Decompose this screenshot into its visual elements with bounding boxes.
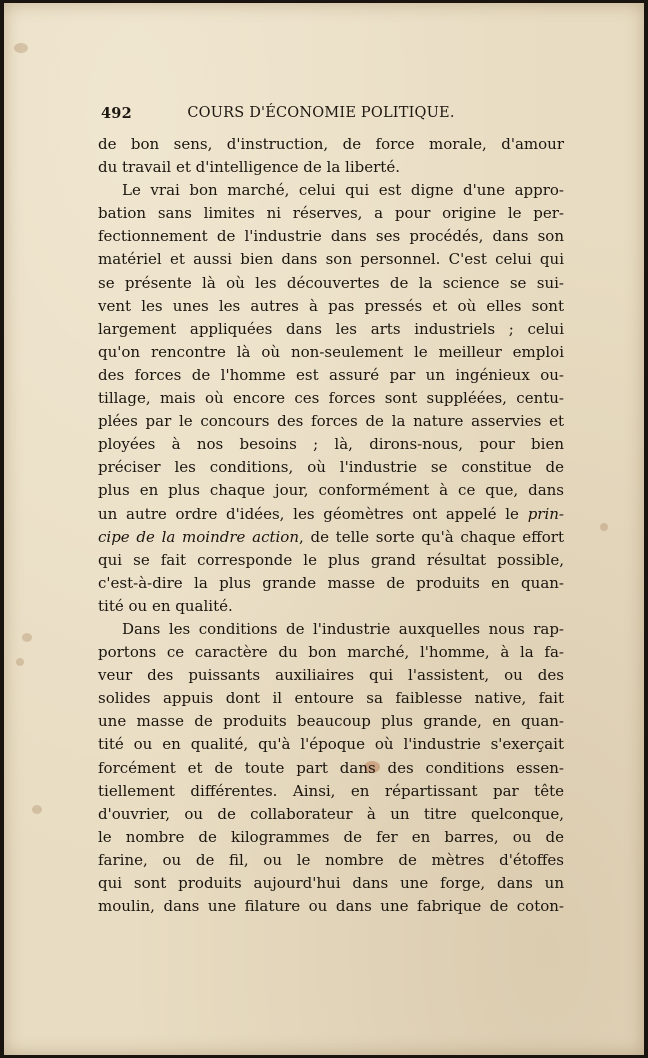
foxing-stain: [600, 523, 608, 531]
text-line: du travail et d'intelligence de la liberté.: [98, 158, 400, 177]
foxing-stain: [14, 43, 28, 53]
text-line: plées par le concours des forces de la nature asservies et: [98, 412, 564, 431]
text-line: largement appliquées dans les arts industriels ; celui: [98, 319, 564, 338]
text-line: forcément et de toute part dans des conditions essen-: [98, 758, 564, 777]
text-line: une masse de produits beaucoup plus grande, en quan-: [98, 712, 564, 731]
text-line: veur des puissants auxiliaires qui l'assistent, ou des: [98, 666, 564, 685]
text-line: fectionnement de l'industrie dans ses procédés, dans son: [98, 227, 564, 246]
body-text: [98, 133, 564, 918]
text-line: farine, ou de fil, ou le nombre de mètres d'étoffes: [98, 850, 564, 869]
text-line: qui se fait corresponde le plus grand résultat possible,: [98, 550, 564, 569]
text-line: tité ou en qualité.: [98, 596, 233, 615]
foxing-stain: [22, 633, 32, 642]
text-line: tillage, mais où encore ces forces sont suppléées, centu-: [98, 389, 564, 408]
text-line: ployées à nos besoins ; là, dirons-nous, pour bien: [98, 435, 564, 454]
text-line: des forces de l'homme est assuré par un ingénieux ou-: [98, 365, 564, 384]
text-line: un autre ordre d'idées, les géomètres ont appelé le prin-: [98, 504, 564, 523]
text-line: portons ce caractère du bon marché, l'homme, à la fa-: [98, 643, 564, 662]
text-line: c'est-à-dire la plus grande masse de produits en quan-: [98, 573, 564, 592]
text-line: se présente là où les découvertes de la science se sui-: [98, 273, 564, 292]
running-title: COURS D'ÉCONOMIE POLITIQUE.: [187, 105, 455, 121]
text-line: moulin, dans une filature ou dans une fabrique de coton-: [98, 897, 564, 916]
text-line: tité ou en qualité, qu'à l'époque où l'industrie s'exerçait: [98, 735, 564, 754]
text-line: tiellement différentes. Ainsi, en répartissant par tête: [98, 781, 564, 800]
text-line: plus en plus chaque jour, conformément à ce que, dans: [98, 481, 564, 500]
text-line: Dans les conditions de l'industrie auxquelles nous rap-: [122, 619, 564, 638]
text-line: Le vrai bon marché, celui qui est digne d'une appro-: [122, 181, 564, 200]
foxing-stain: [16, 658, 24, 666]
text-line: solides appuis dont il entoure sa faiblesse native, fait: [98, 689, 564, 708]
text-line: d'ouvrier, ou de collaborateur à un titre quelconque,: [98, 804, 564, 823]
text-line: préciser les conditions, où l'industrie se constitue de: [98, 458, 564, 477]
page-number: 492: [101, 105, 132, 122]
text-line: de bon sens, d'instruction, de force morale, d'amour: [98, 135, 564, 153]
text-line: qui sont produits aujourd'hui dans une forge, dans un: [98, 874, 564, 892]
text-line: le nombre de kilogrammes de fer en barres, ou de: [98, 827, 564, 846]
text-line: vent les unes les autres à pas pressés et où elles sont: [98, 296, 564, 315]
foxing-stain: [32, 805, 42, 814]
text-line: matériel et aussi bien dans son personnel. C'est celui qui: [98, 250, 564, 269]
text-line: bation sans limites ni réserves, a pour origine le per-: [98, 204, 564, 223]
running-header: [101, 105, 561, 122]
text-line: cipe de la moindre action, de telle sorte qu'à chaque effort: [98, 527, 564, 546]
book-page: [4, 3, 644, 1055]
text-line: qu'on rencontre là où non-seulement le meilleur emploi: [98, 342, 564, 361]
